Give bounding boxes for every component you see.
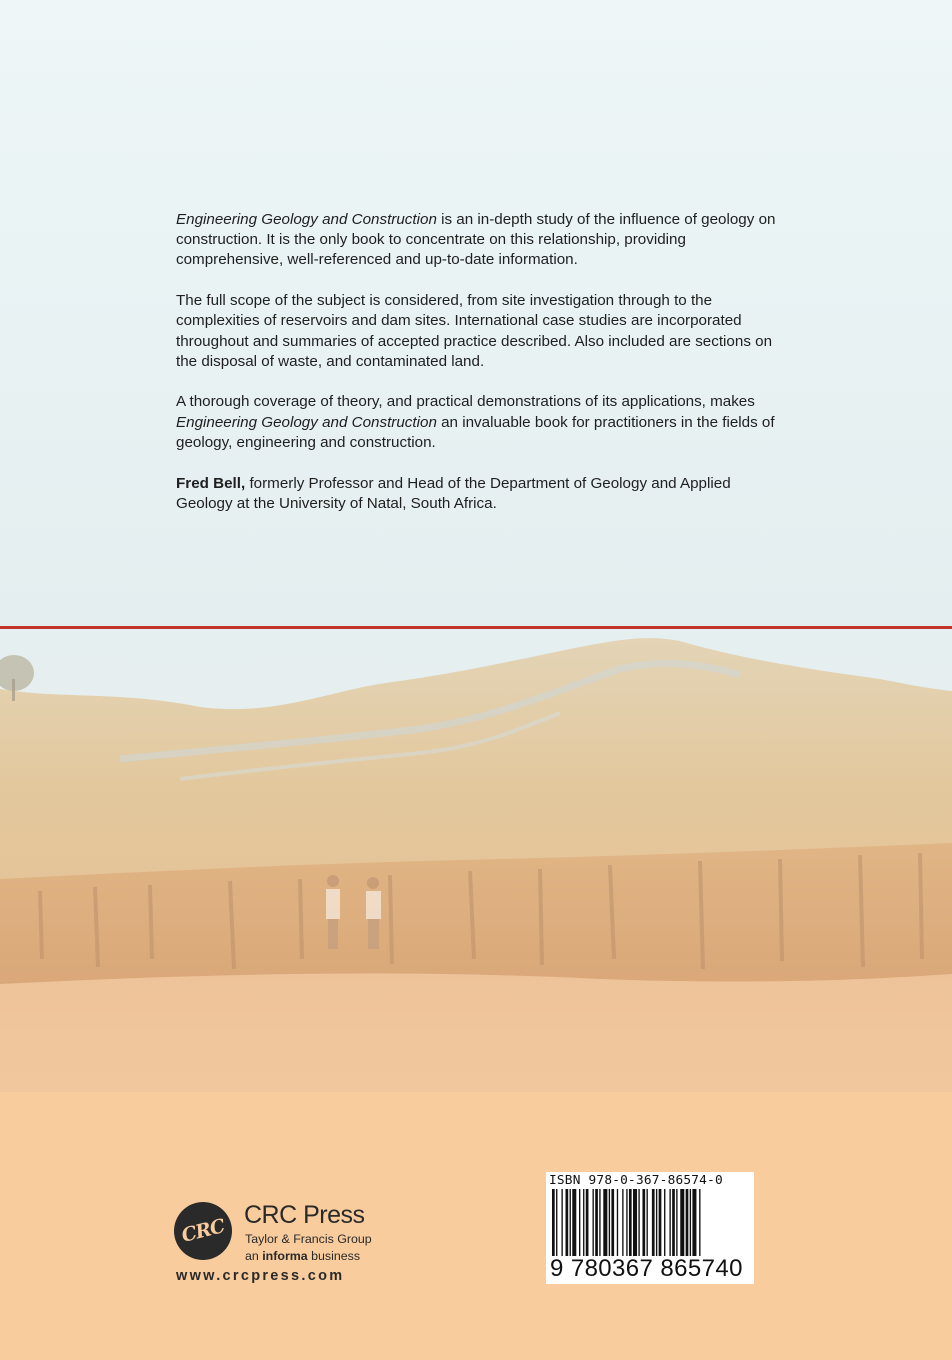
- book-title-italic: Engineering Geology and Construction: [176, 211, 437, 228]
- barcode-bar: [611, 1189, 614, 1259]
- barcode-bar: [638, 1189, 639, 1259]
- barcode-bar: [583, 1189, 584, 1259]
- barcode-bar: [622, 1189, 623, 1259]
- back-cover-blurb: [176, 210, 776, 534]
- barcode-bar: [579, 1189, 580, 1259]
- barcode-bar: [672, 1189, 675, 1259]
- barcode-bar: [676, 1189, 677, 1259]
- author-bio-text: formerly Professor and Head of the Department of Geology and Applied Geology at the University of Natal, South Africa.: [176, 474, 731, 512]
- barcode-bar: [669, 1189, 670, 1259]
- barcode-bar: [656, 1189, 657, 1259]
- blurb-paragraph-3: [176, 392, 776, 453]
- isbn-barcode: [546, 1172, 754, 1284]
- blurb-paragraph-1-text: is an in-depth study of the influence of geology on construction. It is the only book to concentrate on this relationship, providing comprehensive, well-referenced and up-to-date information.: [176, 211, 776, 269]
- barcode-bar: [572, 1189, 576, 1259]
- barcode-bar: [692, 1189, 696, 1259]
- barcode-bar: [664, 1189, 665, 1259]
- barcode-bar: [633, 1189, 637, 1259]
- barcode-bar: [595, 1189, 598, 1259]
- barcode-bar: [699, 1189, 700, 1259]
- barcode-bar: [599, 1189, 600, 1259]
- isbn-number: ISBN 978-0-367-86574-0: [549, 1173, 723, 1188]
- barcode-bar: [690, 1189, 691, 1259]
- ean-digits: 9 780367 865740: [550, 1255, 743, 1282]
- author-bio: [176, 474, 776, 514]
- barcode-bar: [647, 1189, 648, 1259]
- blurb-paragraph-2: The full scope of the subject is considered, from site investigation through to the complexities of reservoirs and dam sites. International case studies are incorporated throughout and summaries of accepted practice described. Also included are sections on the disposal of waste, and contaminated land.: [176, 292, 773, 370]
- barcode-bar: [603, 1189, 607, 1259]
- business-suffix: business: [307, 1249, 361, 1263]
- barcode-bar: [617, 1189, 618, 1259]
- book-title-italic: Engineering Geology and Construction: [176, 413, 437, 431]
- business-bold: informa: [262, 1249, 308, 1263]
- barcode-bar: [552, 1189, 555, 1259]
- barcode-bar: [609, 1189, 610, 1259]
- business-prefix: an: [245, 1249, 263, 1263]
- barcode-bar: [561, 1189, 562, 1259]
- barcode-bar: [642, 1189, 645, 1259]
- blurb-paragraph-1: [176, 210, 776, 271]
- barcode-bar: [586, 1189, 589, 1259]
- barcode-bar: [556, 1189, 557, 1259]
- publisher-logo[interactable]: [172, 1200, 432, 1295]
- publisher-group: Taylor & Francis Group: [245, 1232, 372, 1246]
- crc-logo-mark: CRC: [168, 1196, 238, 1266]
- blurb-paragraph-3-text: an invaluable book for practitioners in the fields of geology, engineering and construction.: [176, 413, 775, 451]
- barcode-bar: [629, 1189, 632, 1259]
- barcode-bar: [566, 1189, 569, 1259]
- barcode-bar: [570, 1189, 571, 1259]
- landscape-photo: [0, 629, 952, 1092]
- blurb-paragraph-3-start: A thorough coverage of theory, and practical demonstrations of its applications, makes: [176, 393, 755, 411]
- barcode-bar: [686, 1189, 689, 1259]
- publisher-name: CRC Press: [244, 1201, 365, 1229]
- barcode-bars: [552, 1189, 752, 1265]
- bottom-band: [0, 1092, 952, 1360]
- barcode-bar: [659, 1189, 662, 1259]
- publisher-business-line: [245, 1249, 360, 1263]
- publisher-url[interactable]: www.crcpress.com: [176, 1268, 345, 1284]
- barcode-bar: [626, 1189, 627, 1259]
- barcode-bar: [680, 1189, 684, 1259]
- author-name: Fred Bell,: [176, 474, 246, 492]
- barcode-bar: [593, 1189, 594, 1259]
- barcode-bar: [652, 1189, 655, 1259]
